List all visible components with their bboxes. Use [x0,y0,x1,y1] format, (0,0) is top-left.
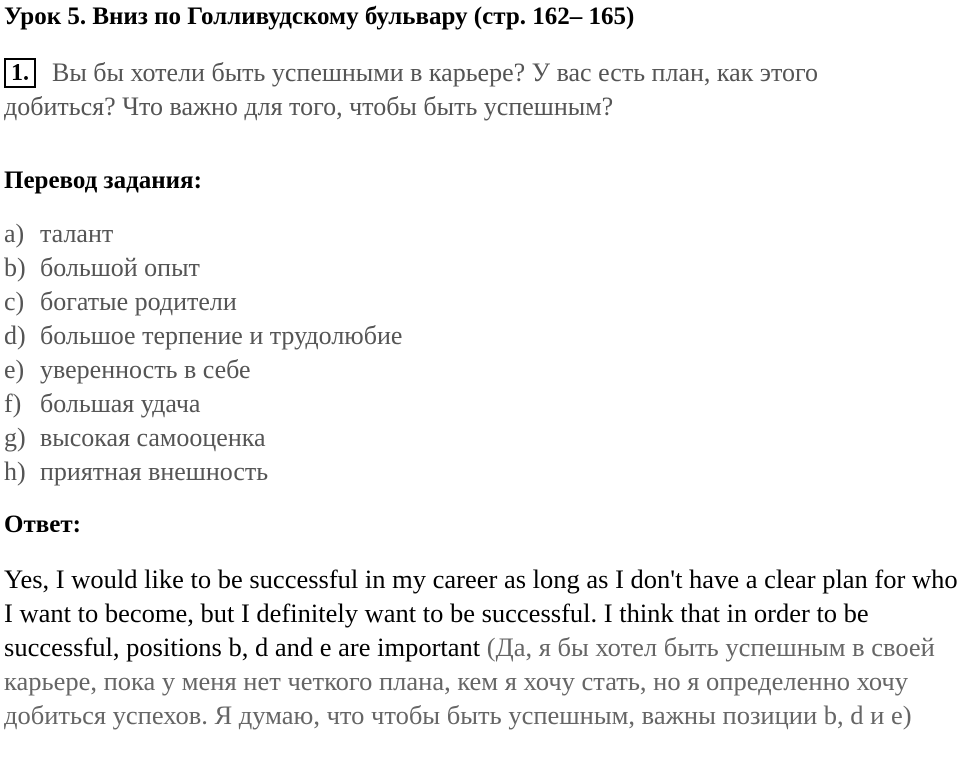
option-letter: h) [4,457,26,486]
option-item-e [4,353,402,387]
answer-paragraph [4,562,960,732]
option-item-g [4,421,402,455]
option-letter: a) [4,219,25,248]
answer-english-text: Yes, I would like to be successful in my career as long as I don't have a clear plan for who I want to become, but I definitely want to be successful. I think that in order to be successful, positions b, d and e are important [4,564,958,662]
answer-russian-translation: (Да, я бы хотел быть успешным в своей карьере, пока у меня нет четкого плана, кем я хочу стать, но я определенно хочу добиться успехов. Я думаю, что чтобы быть успешным, важны позиции b, d и e) [4,632,935,730]
answer-heading: Ответ: [4,511,81,538]
option-text: уверенность в себе [40,355,251,384]
option-item-c [4,285,402,319]
option-item-f [4,387,402,421]
option-text: большая удача [40,389,201,418]
option-text: приятная внешность [40,457,269,486]
options-list [4,217,402,489]
option-letter: d) [4,321,26,350]
option-item-d [4,319,402,353]
task-text: Вы бы хотели быть успешными в карьере? У вас есть план, как этого добиться? Что важно для того, чтобы быть успешным? [4,58,818,121]
option-letter: c) [4,287,25,316]
option-text: большой опыт [40,253,200,282]
option-letter: b) [4,253,26,282]
option-text: талант [40,219,114,248]
option-text: большое терпение и трудолюбие [40,321,403,350]
option-letter: e) [4,355,25,384]
option-item-b [4,251,402,285]
option-item-h [4,455,402,489]
task-number-box: 1. [4,58,36,88]
option-letter: f) [4,389,22,418]
option-text: богатые родители [40,287,237,316]
option-letter: g) [4,423,26,452]
translation-heading: Перевод задания: [4,167,202,194]
option-text: высокая самооценка [40,423,266,452]
lesson-title: Урок 5. Вниз по Голливудскому бульвару (стр. 162– 165) [4,3,635,30]
option-item-a [4,217,402,251]
task-block [4,56,934,124]
